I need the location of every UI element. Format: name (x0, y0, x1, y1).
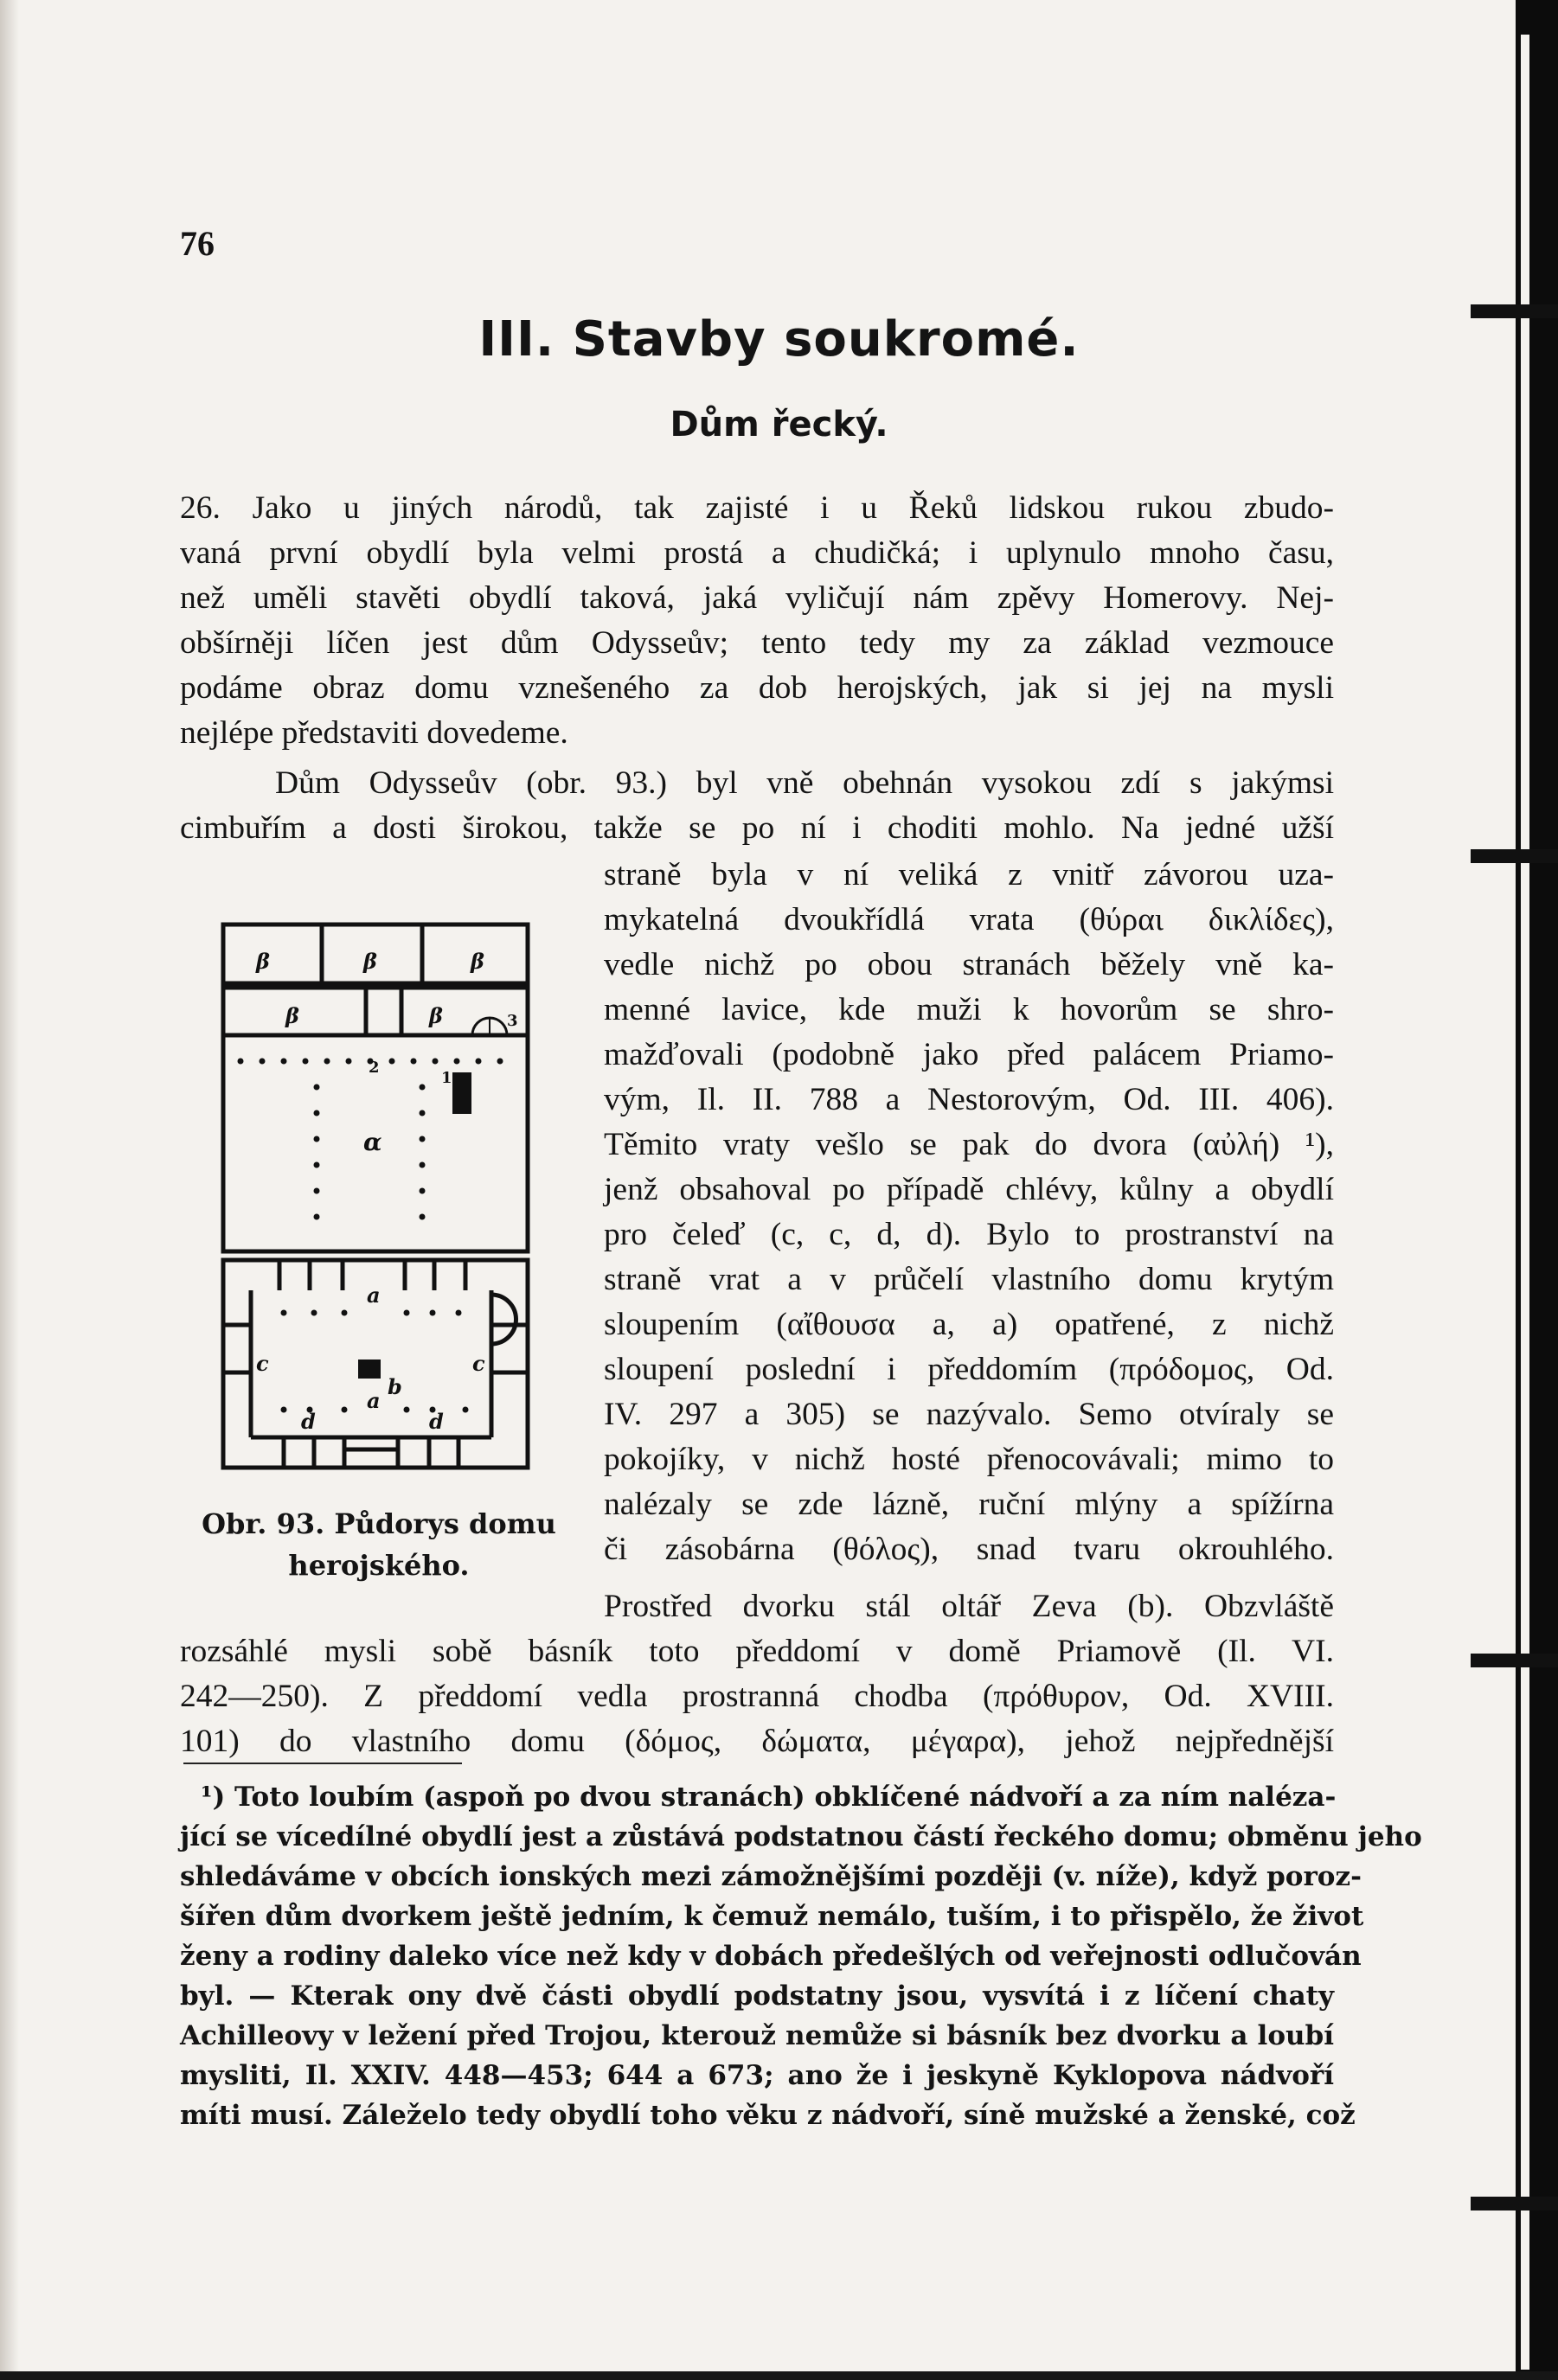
plan-label-c: c (256, 1351, 269, 1376)
text-line: mažďovali (podobně jako před palácem Priamo- (604, 1037, 1334, 1072)
text-line: obšírněji líčen jest dům Odysseův; tento tedy my za základ vezmouce (180, 625, 1334, 661)
text-line: než uměli stavěti obydlí taková, jaká vyličují nám zpěvy Homerovy. Nej- (180, 580, 1334, 616)
text-line: mykatelná dvoukřídlá vrata (θύραι δικλίδες), (604, 902, 1334, 937)
plan-label-beta: β (471, 949, 484, 974)
text-line: rozsáhlé mysli sobě básník toto předdomí v domě Priamově (Il. VI. (180, 1634, 1334, 1669)
plan-room-beta-row (223, 988, 528, 1035)
plan-label-3: 3 (507, 1012, 518, 1030)
footnote-line: šířen dům dvorkem ještě jedním, k čemuž nemálo, tuším, i to přispělo, že život (180, 1901, 1364, 1932)
text-line: straně byla v ní veliká z vnitř závorou uza- (604, 857, 1334, 892)
footnote-line: shledáváme v obcích ionských mezi zámožnějšími později (v. níže), když poroz- (180, 1861, 1362, 1892)
plan-label-beta: β (256, 949, 270, 974)
text-line: 26. Jako u jiných národů, tak zajisté i u Řeků lidskou rukou zbudo- (180, 490, 1334, 526)
figure-caption-line: Obr. 93. Půdorys domu (202, 1507, 556, 1540)
text-line: vedle nichž po obou stranách běžely vně ka- (604, 947, 1334, 982)
text-line: sloupení poslední i předdomím (πρόδομος, Od. (604, 1352, 1334, 1387)
plan-label-d: d (429, 1409, 444, 1434)
text-line: či zásobárna (θόλος), snad tvaru okrouhlého. (604, 1532, 1334, 1567)
scan-edge-bottom (0, 2371, 1558, 2380)
chapter-title: III. Stavby soukromé. (478, 311, 1080, 368)
page-number: 76 (180, 224, 215, 263)
footnote-rule (183, 1763, 462, 1764)
figure-caption-line: herojského. (288, 1549, 470, 1582)
plan-label-1: 1 (441, 1069, 452, 1087)
text-line: 101) do vlastního domu (δόμος, δώματα, μέγαρα), jehož nejpřednější (180, 1724, 1334, 1759)
text-line: straně vrat a v průčelí vlastního domu krytým (604, 1262, 1334, 1297)
text-line: nejlépe představiti dovedeme. (180, 715, 568, 751)
plan-label-beta: β (429, 1003, 443, 1028)
text-line: sloupením (αἴθουσα a, a) opatřené, z nichž (604, 1307, 1334, 1342)
scan-edge-tick (1471, 1654, 1558, 1667)
footnote-line: byl. — Kterak ony dvě části obydlí podstatny jsou, vysvítá i z líčení chaty (180, 1980, 1334, 2012)
text-line: cimbuřím a dosti širokou, takže se po ní i choditi mohlo. Na jedné užší (180, 810, 1334, 846)
plan-label-alpha: α (363, 1128, 382, 1156)
text-line: pro čeleď (c, c, d, d). Bylo to prostranství na (604, 1217, 1334, 1252)
text-line: jenž obsahoval po případě chlévy, kůlny a obydlí (604, 1172, 1334, 1207)
plan-label-a: a (367, 1388, 381, 1413)
footnote-line: Achilleovy v ležení před Trojou, kterouž nemůže si básník bez dvorku a loubí (180, 2020, 1334, 2051)
footnote-line: ženy a rodiny daleko více než kdy v dobách předešlých od veřejnosti odlučován (180, 1941, 1362, 1972)
footnote-line: mysliti, Il. XXIV. 448—453; 644 a 673; ano že i jeskyně Kyklopova nádvoří (180, 2060, 1334, 2091)
text-line: pokojíky, v nichž hosté přenocovávali; mimo to (604, 1442, 1334, 1477)
figure-caption (180, 1503, 578, 1586)
footnote-line: míti musí. Záleželo tedy obydlí toho věku z nádvoří, síně mužské a ženské, což (180, 2100, 1356, 2131)
text-line: 242—250). Z předdomí vedla prostranná chodba (πρόθυρον, Od. XVIII. (180, 1679, 1334, 1714)
plan-label-a: a (367, 1283, 381, 1308)
footnote-line: jící se vícedílné obydlí jest a zůstává podstatnou částí řeckého domu; obměnu jeho (180, 1821, 1422, 1852)
scan-edge-tick (1471, 2197, 1558, 2210)
text-line: Prostřed dvorku stál oltář Zeva (b). Obzvláště (604, 1589, 1334, 1624)
section-title: Dům řecký. (670, 405, 888, 445)
plan-label-2: 2 (369, 1059, 380, 1077)
text-line: podáme obraz domu vznešeného za dob herojských, jak si jej na mysli (180, 670, 1334, 706)
plan-label-beta: β (285, 1003, 299, 1028)
text-line: vým, Il. II. 788 a Nestorovým, Od. III. 406). (604, 1082, 1334, 1117)
plan-label-c: c (472, 1351, 485, 1376)
text-line: nalézaly se zde lázně, ruční mlýny a spížírna (604, 1487, 1334, 1522)
text-line: IV. 297 a 305) se nazývalo. Semo otvíraly se (604, 1397, 1334, 1432)
text-line: menné lavice, kde muži k hovorům se shro- (604, 992, 1334, 1027)
footnote-line: ¹) Toto loubím (aspoň po dvou stranách) obklíčené nádvoří a za ním naléza- (201, 1782, 1337, 1813)
plan-label-d: d (301, 1409, 316, 1434)
text-line: Dům Odysseův (obr. 93.) byl vně obehnán vysokou zdí s jakýmsi (275, 765, 1334, 801)
floor-plan-figure (206, 918, 543, 1472)
plan-label-b: b (388, 1374, 402, 1399)
text-line: Těmito vraty vešlo se pak do dvora (αὐλή) ¹), (604, 1127, 1334, 1162)
scan-edge-tick (1471, 849, 1558, 863)
plan-label-beta: β (363, 949, 377, 974)
text-line: vaná první obydlí byla velmi prostá a chudičká; i uplynulo mnoho času, (180, 535, 1334, 571)
